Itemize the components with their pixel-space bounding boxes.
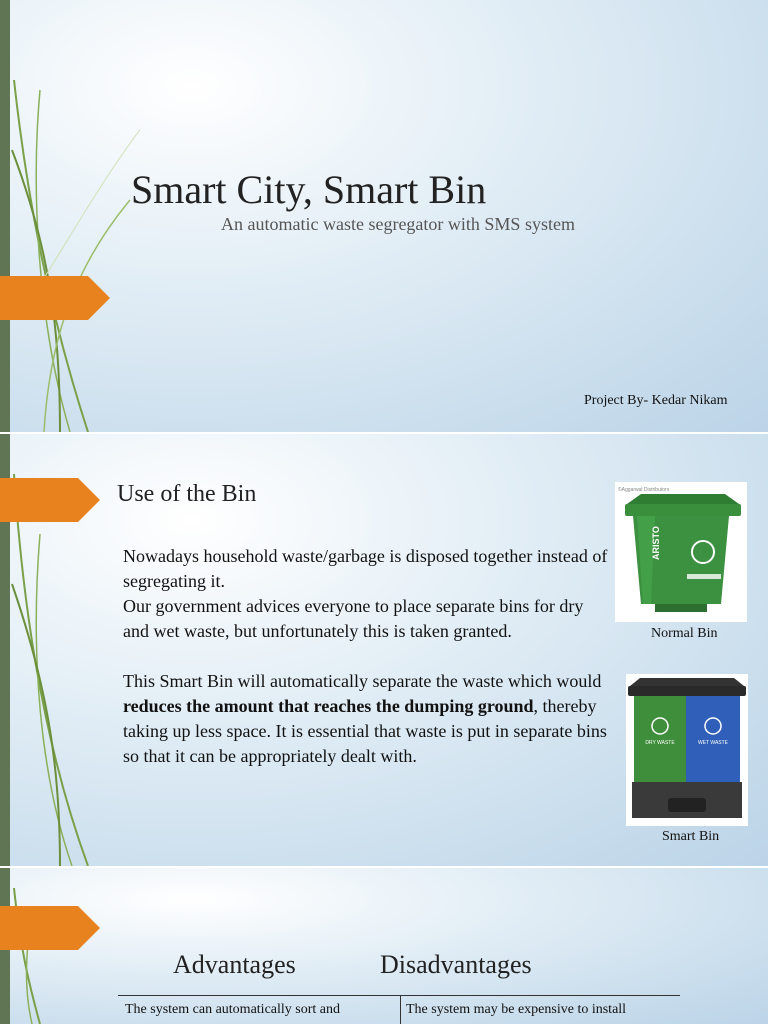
disadvantage-cell: The system may be expensive to install — [406, 1002, 627, 1017]
image-watermark: ©Aggarwal Distributors — [618, 487, 670, 493]
paragraph-2-start: This Smart Bin will automatically separate the waste which would — [123, 671, 602, 691]
paragraph-2 — [123, 669, 613, 769]
normal-bin-caption: Normal Bin — [651, 626, 718, 641]
orange-flag — [0, 276, 110, 320]
body-text — [123, 544, 613, 769]
slide-title: Smart City, Smart Bin — [131, 167, 487, 212]
title-slide — [0, 0, 768, 432]
use-of-bin-slide — [0, 434, 768, 866]
dry-waste-label: DRY WASTE — [645, 740, 675, 746]
paragraph-1a: Nowadays household waste/garbage is disposed together instead of segregating it. — [123, 546, 608, 591]
normal-bin-image — [615, 482, 747, 622]
paragraph-2-end: , thereby taking up less space. It is essential that waste is put in separate bins so that it can be appropriately dealt with. — [123, 696, 607, 766]
project-byline: Project By- Kedar Nikam — [584, 393, 728, 408]
section-heading: Use of the Bin — [117, 481, 257, 507]
leaf-decoration — [0, 0, 140, 432]
paragraph-2-bold: reduces the amount that reaches the dumping ground — [123, 696, 534, 716]
disadvantages-heading: Disadvantages — [380, 950, 532, 979]
advantages-slide — [0, 868, 768, 1024]
table-top-border — [118, 995, 680, 996]
bin-brand: ARISTO — [651, 526, 661, 560]
wet-waste-label: WET WASTE — [698, 740, 728, 746]
advantages-heading: Advantages — [173, 950, 296, 979]
advantage-cell: The system can automatically sort and — [125, 1002, 340, 1017]
paragraph-1b: Our government advices everyone to place separate bins for dry and wet waste, but unfortunately this is taken granted. — [123, 596, 584, 641]
smart-bin-caption: Smart Bin — [662, 829, 720, 844]
smart-bin-image — [626, 674, 748, 826]
table-divider — [400, 995, 401, 1024]
slide-subtitle: An automatic waste segregator with SMS system — [221, 214, 575, 234]
